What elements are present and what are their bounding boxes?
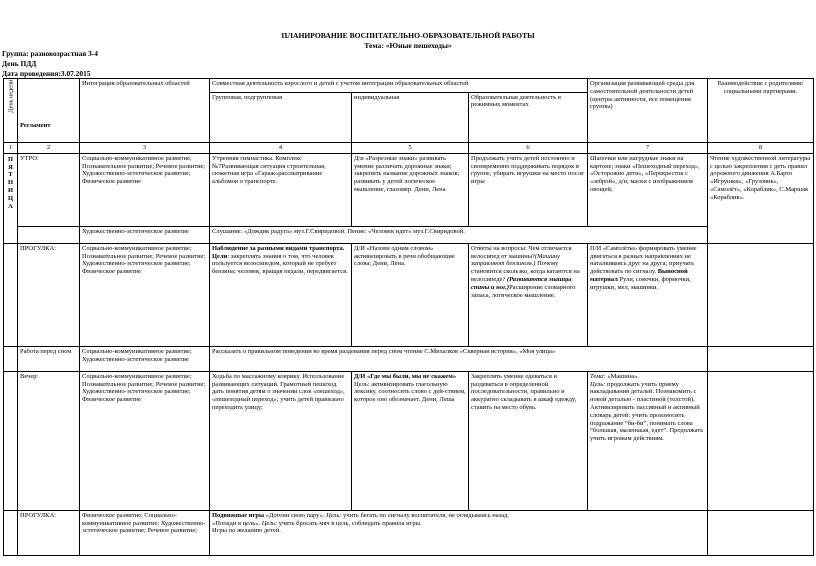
walk-row [4, 243, 814, 346]
regulation-art [18, 226, 80, 243]
date-label: Дата проведения:3.07.2015 [2, 69, 91, 78]
regulation-evening: Вечер: [18, 371, 80, 510]
evening-game-title: Д/И «Где мы были, мы не скажем» [354, 372, 457, 380]
day-blank [4, 346, 18, 371]
walk2-game-1: «Догони свою пару». [264, 511, 327, 519]
integration-header: Интеграция образовательных областей [80, 79, 210, 143]
integration-walk: Социально-коммуникативное развитие; Познавательное развитие; Речевое развитие; Художественно-эстетическое развитие; Физическое развитие [80, 243, 210, 346]
walk-answer-1: (Машину заправляют бензином.) [471, 252, 560, 268]
environment-morning: Шапочки или нагрудные знаки на картоне; знаки «Пешеходный переход», «Осторожно дети», «Перекресток с «зеброй», д/и, маски с изображением овощей; [588, 153, 708, 226]
moments-evening: Закреплять умение одеваться и раздеваться в определенной последовательности, правильно и аккуратно складывать в шкаф одежду, ставить на место обувь. [469, 371, 588, 510]
walk-observation-title: Наблюдение за разными видами транспорта. Цели [212, 244, 345, 260]
day-blank [4, 510, 18, 555]
day-label: День ПДД [2, 59, 37, 68]
evening-theme: «Машина». [605, 372, 639, 380]
day-blank [4, 243, 18, 346]
group-activity-morning: Утренняя гимнастика. Комплекс №7Развивающая ситуация строительная, сюжетная игра «Гараж»рассматривание альбомов о транспорте. [210, 153, 352, 226]
evening-game-text: Цель: активизировать глагольную лексику, соотносить слово с дей-ствием, которое оно обозначает. Дени, Леша [354, 380, 466, 404]
integration-walk2: Физическое развитие; Социально-коммуникативное развитие; Художественно-эстетическое развитие; Речевое развитие; [80, 510, 210, 555]
walk2-goal-label: Цель: [326, 511, 342, 519]
walk2-goal-label: Цель: [261, 519, 278, 527]
walk2-game-2: «Попади в цель». [212, 519, 262, 527]
individual-activity-walk: Д/И «Назови одним словом» активизировать в речи обобщающие слова; Дени, Лена. [352, 243, 469, 346]
parents-header: Взаимодействие с родителями/ социальными партнерами. [708, 79, 814, 143]
walk-material-list: Рули, совочки, формочки, игрушки, мел, машинки. [590, 275, 691, 291]
col-number: 5 [352, 143, 469, 154]
individual-subheader: индивидуальная [352, 92, 469, 142]
walk-observation-text: : закреплять знания о том, что человек пользуется велосипедом, который не требует бензина; человек, вращая педали, передвигается. [212, 252, 348, 276]
walk2-goal-2: учить бросать мяч в цель, соблюдать правила игры. [277, 519, 422, 527]
parents-blank [708, 346, 814, 371]
sleep-activity: Рассказать о правильном поведении во время раздевания перед сном чтение С.Михалков «Скверная история», «Моя улица» [210, 346, 708, 371]
parents-cell: Чтение художественной литературы с целью закрепления с деть правил дорожного движения А.Барто «Игрушки», «Грузовик», «Самолёт», «Кораблик», С.Маршак «Кораблик». [708, 153, 814, 243]
walk-game-text: П/И «Самолёты» формировать умение двигаться в разных направлениях не наталкиваясь друг на друга; приучать действовать по сигналу. [590, 244, 697, 276]
walk2-title: Подвижные игры [212, 511, 265, 519]
group-subheader: Групповая, подгрупповая [210, 92, 352, 142]
integration-sleep: Социально-коммуникативное развитие; Художественно-эстетическое развитие [80, 346, 210, 371]
integration-evening: Социально-коммуникативное развитие; Познавательное развитие; Речевое развитие; Художественно-эстетическое развитие; Физическое развитие [80, 371, 210, 510]
regulation-header: Регламент [18, 79, 80, 143]
art-activity: Слушание: «Дождик радуга» муз.Г.Свиридовой. Пение: «Человек идет» муз.Г.Свиридовой. [210, 226, 708, 243]
group-activity-evening: Ходьба по массажному коврику. Использование развивающих ситуаций. Грамотный пешеход. дать понятия детям о значении слов «пешеход», «пешеходный переход»; учить детей правильно переходить улицу; [210, 371, 352, 510]
environment-header: Организация развивающей среды для самостоятельной деятельности детей (центры активности, все помещения группы) [588, 79, 708, 143]
evening-row [4, 371, 814, 510]
walk2-row [4, 510, 814, 555]
walk2-goal-1: учить бегать по сигналу воспитателя, не оглядываясь назад. [341, 511, 510, 519]
header-row [4, 79, 814, 93]
walk2-activity [210, 510, 708, 555]
parents-blank [708, 371, 814, 510]
moments-walk [469, 243, 588, 346]
col-number: 4 [210, 143, 352, 154]
parents-blank [708, 243, 814, 346]
integration-art: Художественно-эстетическое развитие [80, 226, 210, 243]
col-number: 8 [708, 143, 814, 154]
plan-table [3, 78, 814, 556]
moments-morning: Продолжать учить детей постоянно и своевременно поддерживать порядок в группе, убирать игрушки на место после игры [469, 153, 588, 226]
individual-activity-evening [352, 371, 469, 510]
environment-evening [588, 371, 708, 510]
col-number: 3 [80, 143, 210, 154]
day-blank [4, 371, 18, 510]
day-of-week-header: День недели [4, 79, 18, 143]
regulation-walk: ПРОГУЛКА: [18, 243, 80, 346]
walk-material-title: Выносной материал [590, 268, 688, 283]
col-number: 6 [469, 143, 588, 154]
regulation-sleep: Работа перед сном [18, 346, 80, 371]
moments-subheader: Образовательная деятельность в режимных моментах [469, 92, 588, 142]
col-number: 1 [4, 143, 18, 154]
day-letters: П Я Т Н И Ц А [4, 153, 18, 243]
individual-activity-morning: Д/и «Разрезные знаки» развивать умение различать дорожные знаки; закрепить название дорожных знаков; развивать у детей логическое мышление, глазомер. Дени, Лена [352, 153, 469, 226]
morning-row [4, 153, 814, 226]
group-activity-walk [210, 243, 352, 346]
evening-theme-label: Тема: [590, 372, 606, 380]
document-theme: Тема: «Юные пешеходы» [364, 41, 452, 50]
joint-activity-header: Совместная деятельность взрослого и детей с учетом интеграции образовательных областей [210, 79, 588, 93]
walk-moments-goal: Расширение словарного запаса, логическое мышление. [471, 283, 576, 299]
walk2-free-games: Игры по желанию детей. [212, 527, 281, 535]
evening-goal-text: продолжать учить приему накладывания деталей. Познакомить с новой деталью - пластиной (толстой). Активизировать пассивный и активный словарь детей: учить произносить подражание “би-би”, понимать слова “большая, маленькая, едет”. Продолжать учить игровым действиям. [590, 380, 704, 443]
group-label: Группа: разновозрастная 3-4 [2, 49, 98, 58]
evening-goal-label: Цель: [590, 380, 606, 388]
walk-answer-2: (Развиваются мышцы спины и ног.) [471, 275, 572, 291]
walk-question-1: Ответы на вопросы: Чем отличается велосипед от машины? [471, 244, 572, 260]
column-numbers-row [4, 143, 814, 154]
document-title: ПЛАНИРОВАНИЕ ВОСПИТАТЕЛЬНО-ОБРАЗОВАТЕЛЬНОЙ РАБОТЫ [281, 31, 535, 40]
parents-blank [708, 510, 814, 555]
walk-question-2: Почему становится скользко, когда катаются на велосипеде? [471, 260, 580, 283]
col-number: 7 [588, 143, 708, 154]
integration-morning: Социально-коммуникативное развитие; Познавательное развитие; Речевое развитие; Художественно-эстетическое развитие; Физическое развитие [80, 153, 210, 226]
art-row [4, 226, 814, 243]
regulation-walk2: ПРОГУЛКА: [18, 510, 80, 555]
sleep-row [4, 346, 814, 371]
environment-walk [588, 243, 708, 346]
col-number: 2 [18, 143, 80, 154]
regulation-morning: УТРО: [18, 153, 80, 226]
